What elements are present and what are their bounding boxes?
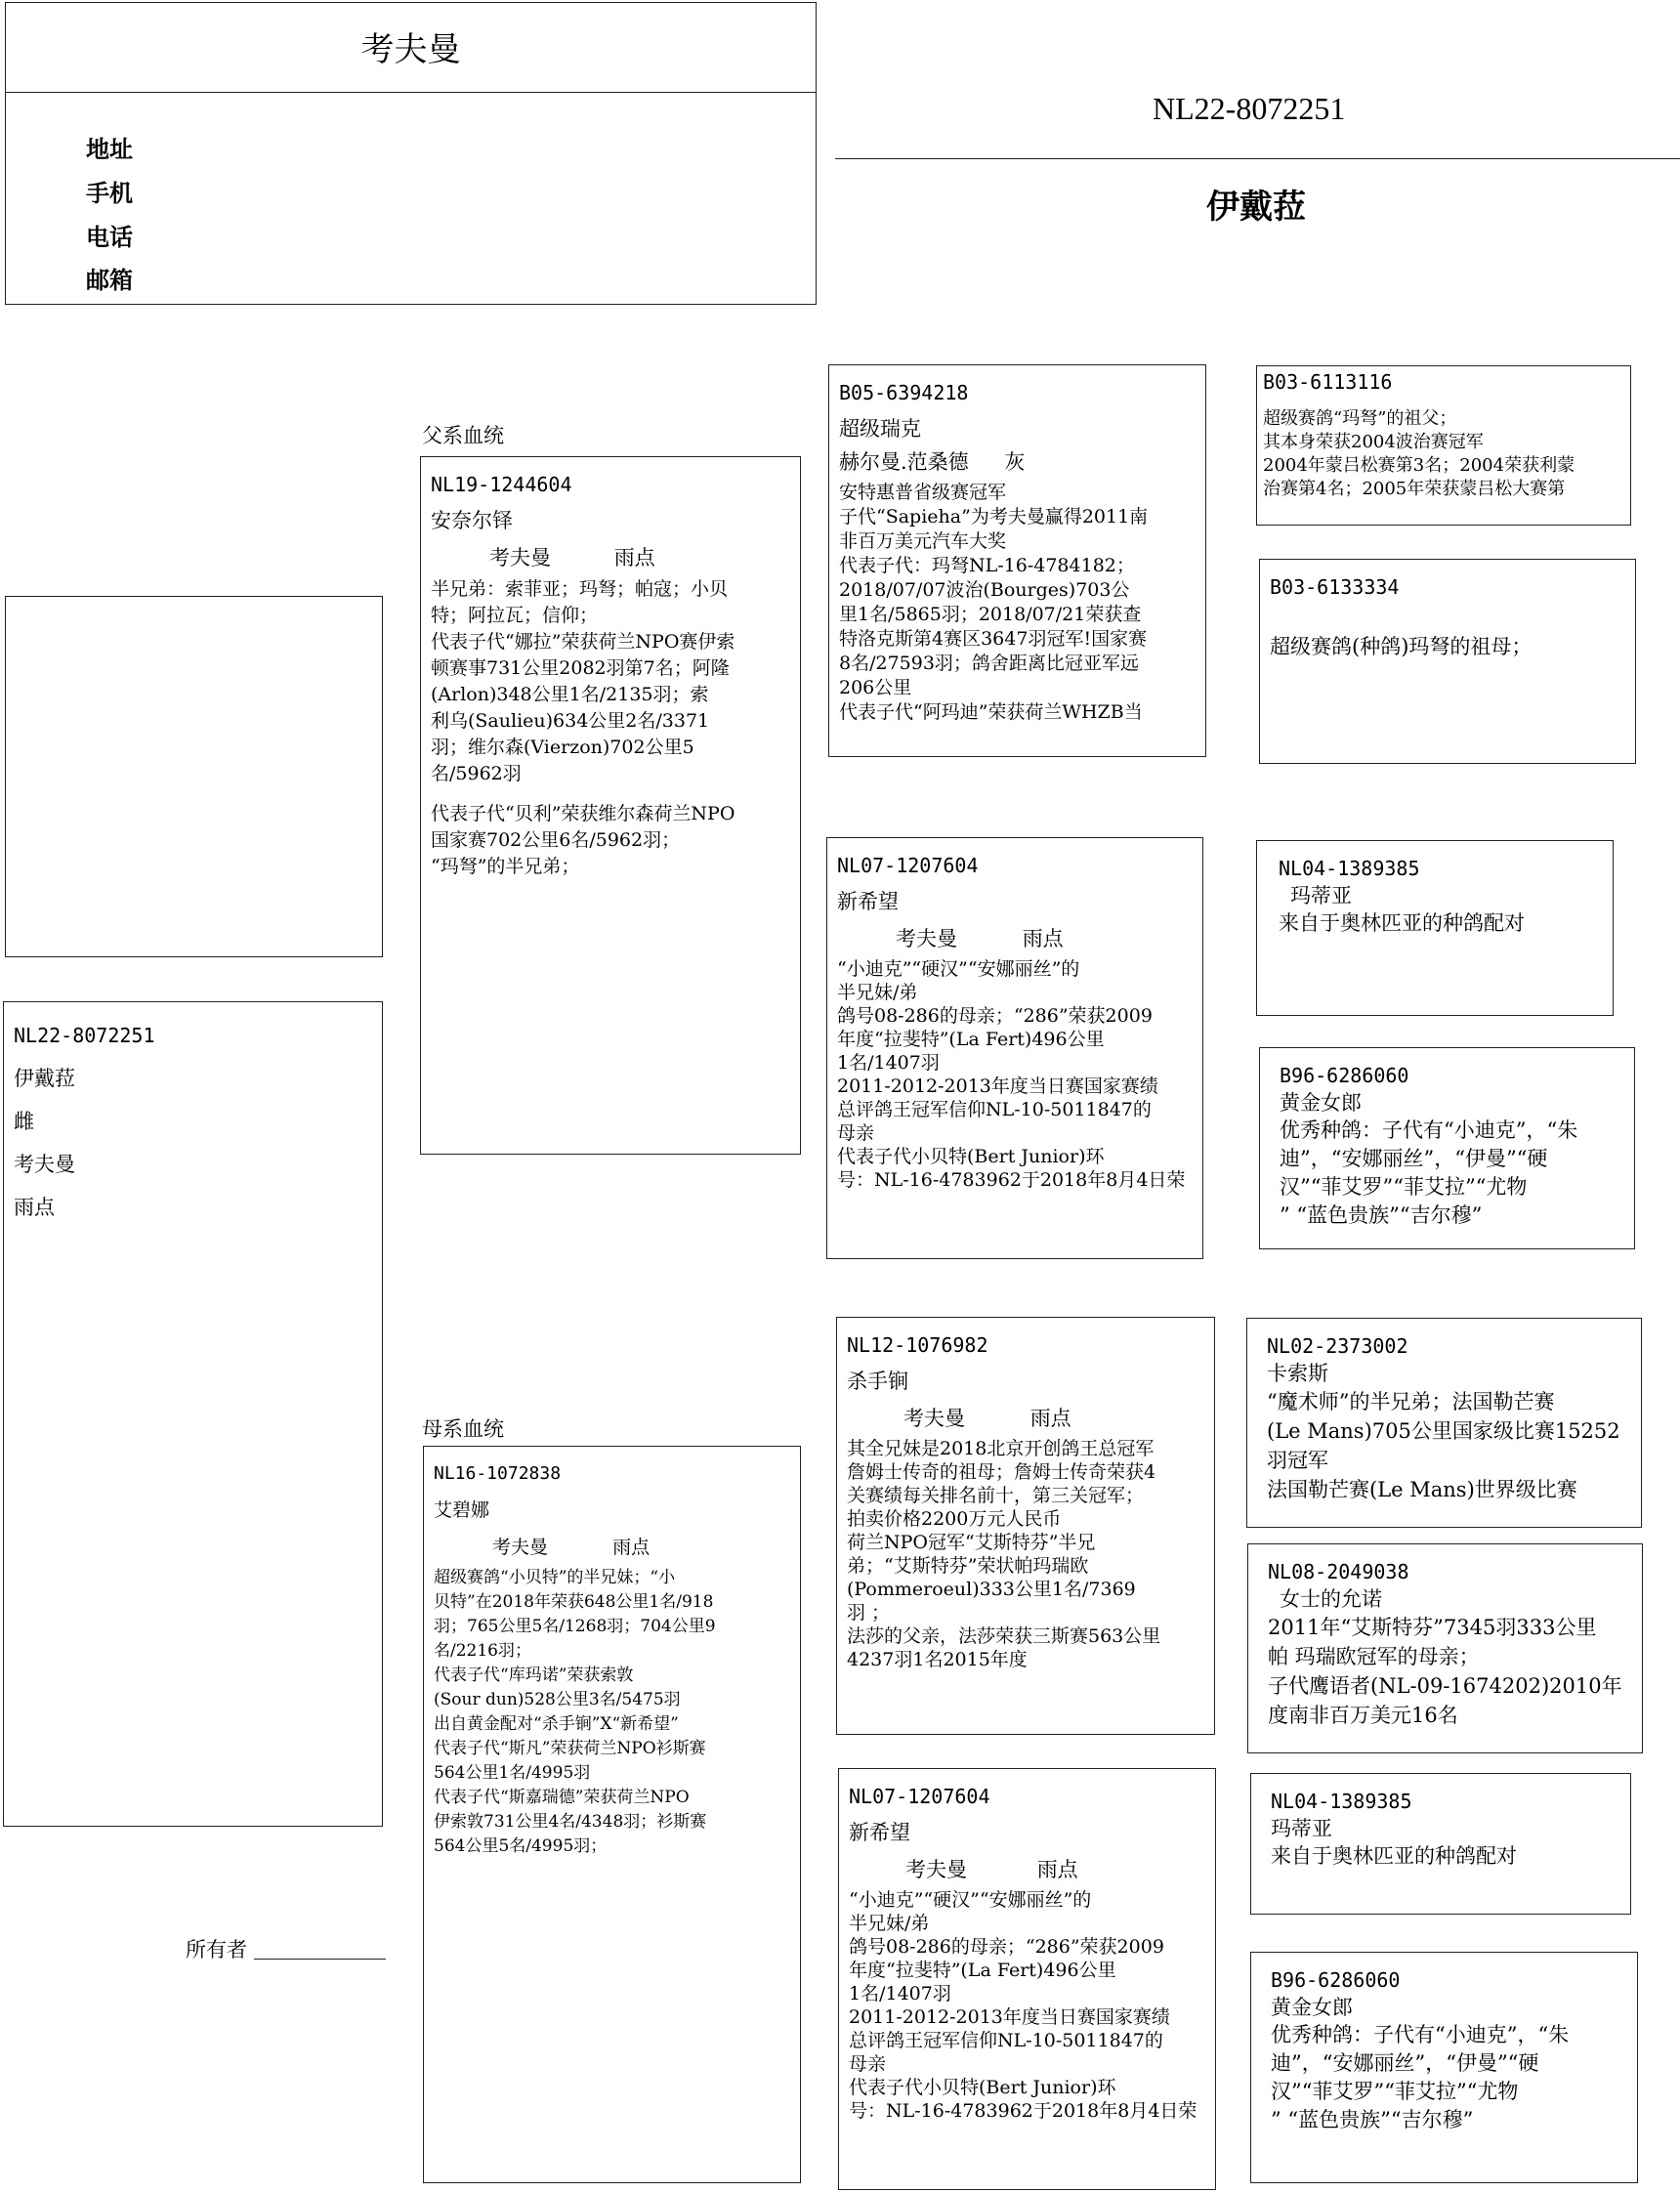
sire-breeder-row bbox=[431, 543, 790, 572]
contact-phone-label: 电话 bbox=[86, 223, 133, 251]
owner-signature-line bbox=[254, 1959, 386, 1960]
dam-sire-breeder-row bbox=[847, 1404, 1204, 1433]
contact-email-label: 邮箱 bbox=[86, 266, 133, 294]
sire-description-2: 代表子代“贝利”荣获维尔森荷兰NPO 国家赛702公里6名/5962羽； “玛弩”的半兄弟； bbox=[431, 803, 735, 877]
dss-box bbox=[1246, 1318, 1642, 1528]
header-divider bbox=[835, 158, 1680, 159]
dam-description: 超级赛鸽“小贝特”的半兄妹；“小 贝特”在2018年荣获648公里1名/918 羽；765公里5名/1268羽；704公里9 名/2216羽； 代表子代“库玛诺”荣获索敦 (Sour dun)528公里3名/5475羽 出自黄金配对“杀手锏”X“新希望” 代表子代“斯凡”荣获荷兰NPO衫斯赛 564公里1名/4995羽 代表子代“斯嘉瑞德”荣获荷兰NPO 伊索敦731公里4名/4348羽；衫斯赛 564公里5名/4995羽； bbox=[434, 1568, 716, 1856]
ssd-description: 超级赛鸽(种鸽)玛弩的祖母； bbox=[1270, 635, 1533, 658]
dam-sire-color: 雨点 bbox=[1029, 1407, 1071, 1430]
sire-color: 雨点 bbox=[613, 546, 655, 569]
sire-dam-name: 新希望 bbox=[837, 890, 899, 913]
ssd-box bbox=[1259, 559, 1636, 764]
header-ring-number: NL22-8072251 bbox=[1153, 91, 1346, 126]
sire-side-label: 父系血统 bbox=[422, 424, 504, 447]
dam-breeder: 考夫曼 bbox=[492, 1537, 549, 1558]
dss-description: “魔术师”的半兄弟；法国勒芒赛 (Le Mans)705公里国家级比赛15252 羽冠军 法国勒芒赛(Le Mans)世界级比赛 bbox=[1267, 1390, 1620, 1501]
owner-info-box bbox=[5, 2, 817, 305]
subject-name: 伊戴菈 bbox=[14, 1067, 75, 1090]
dam-dam-breeder-row bbox=[849, 1855, 1205, 1884]
photo-frame bbox=[5, 596, 383, 957]
sire-dam-breeder: 考夫曼 bbox=[896, 927, 957, 950]
dsd-name: 女士的允诺 bbox=[1280, 1587, 1382, 1611]
sire-sire-breeder-row bbox=[839, 447, 1196, 477]
dam-name: 艾碧娜 bbox=[434, 1499, 490, 1521]
sds-description: 来自于奥林匹亚的种鸽配对 bbox=[1279, 911, 1525, 935]
dam-dam-ring: NL07-1207604 bbox=[849, 1785, 990, 1808]
ssd-ring: B03-6133334 bbox=[1270, 575, 1400, 599]
sire-sire-ring: B05-6394218 bbox=[839, 381, 969, 404]
sire-description: 半兄弟：索菲亚；玛弩；帕寇；小贝 特；阿拉瓦；信仰； 代表子代“娜拉”荣获荷兰NPO赛伊索 顿赛事731公里2082羽第7名；阿隆 (Arlon)348公里1名/2135羽；索 利乌(Saulieu)634公里2名/3371 羽；维尔森(Vierzon)702公里5 名/5962羽 bbox=[431, 578, 735, 784]
ddd-name: 黄金女郎 bbox=[1271, 1996, 1353, 2019]
sdd-box bbox=[1259, 1047, 1635, 1249]
dsd-box bbox=[1247, 1543, 1643, 1753]
dam-color: 雨点 bbox=[612, 1537, 651, 1558]
dam-sire-name: 杀手锏 bbox=[847, 1370, 908, 1393]
dam-sire-ring: NL12-1076982 bbox=[847, 1333, 988, 1357]
owner-name: 考夫曼 bbox=[360, 30, 461, 69]
ddd-ring: B96-6286060 bbox=[1271, 1968, 1401, 1992]
dam-sire-box bbox=[836, 1317, 1215, 1735]
sdd-description: 优秀种鸽：子代有“小迪克”，“朱 迪”，“安娜丽丝”，“伊曼”“硬 汉”“菲艾罗”“菲艾拉”“尤物 ” “蓝色贵族”“吉尔穆” bbox=[1280, 1118, 1578, 1227]
sire-sire-color: 灰 bbox=[1004, 450, 1026, 474]
sire-dam-ring: NL07-1207604 bbox=[837, 854, 979, 877]
sire-sire-box bbox=[828, 364, 1206, 757]
sds-box bbox=[1256, 840, 1614, 1016]
sdd-ring: B96-6286060 bbox=[1280, 1064, 1409, 1087]
sire-sire-name: 超级瑞克 bbox=[839, 417, 921, 441]
sire-breeder: 考夫曼 bbox=[489, 546, 551, 569]
subject-box bbox=[3, 1001, 383, 1827]
dds-ring: NL04-1389385 bbox=[1271, 1790, 1412, 1813]
dam-ring: NL16-1072838 bbox=[434, 1463, 562, 1484]
dds-description: 来自于奥林匹亚的种鸽配对 bbox=[1271, 1844, 1517, 1868]
sire-dam-breeder-row bbox=[837, 924, 1193, 953]
dam-dam-description: “小迪克”“硬汉”“安娜丽丝”的 半兄妹/弟 鸽号08-286的母亲；“286”荣获2009 年度“拉斐特”(La Fert)496公里 1名/1407羽 2011-2012-2013年度当日赛国家赛绩 总评鸽王冠军信仰NL-10-5011847的 母亲 代表子代小贝特(Bert Junior)环 号：NL-16-4783962于2018年8月4日荣 bbox=[849, 1889, 1197, 2122]
dam-dam-color: 雨点 bbox=[1036, 1858, 1078, 1881]
sds-name: 玛蒂亚 bbox=[1290, 884, 1352, 907]
sss-description: 超级赛鸽“玛弩”的祖父； 其本身荣获2004波治赛冠军 2004年蒙吕松赛第3名；2004荣获利蒙 治赛第4名；2005年荣获蒙吕松大赛第 bbox=[1263, 408, 1575, 499]
dam-side-label: 母系血统 bbox=[422, 1417, 504, 1441]
sire-name: 安奈尔铎 bbox=[431, 509, 513, 532]
sire-dam-box bbox=[826, 837, 1203, 1259]
sire-ring: NL19-1244604 bbox=[431, 473, 572, 496]
sire-dam-color: 雨点 bbox=[1022, 927, 1064, 950]
contact-address-label: 地址 bbox=[86, 135, 133, 163]
sire-dam-description: “小迪克”“硬汉”“安娜丽丝”的 半兄妹/弟 鸽号08-286的母亲；“286”荣获2009 年度“拉斐特”(La Fert)496公里 1名/1407羽 2011-2012-2013年度当日赛国家赛绩 总评鸽王冠军信仰NL-10-5011847的 母亲 代表子代小贝特(Bert Junior)环 号：NL-16-4783962于2018年8月4日荣 bbox=[837, 958, 1186, 1191]
dam-dam-box bbox=[838, 1768, 1216, 2190]
ddd-description: 优秀种鸽：子代有“小迪克”，“朱 迪”，“安娜丽丝”，“伊曼”“硬 汉”“菲艾罗”“菲艾拉”“尤物 ” “蓝色贵族”“吉尔穆” bbox=[1271, 2023, 1570, 2131]
sire-box bbox=[420, 456, 801, 1155]
sds-ring: NL04-1389385 bbox=[1279, 857, 1420, 880]
dam-sire-description: 其全兄妹是2018北京开创鸽王总冠军 詹姆士传奇的祖母；詹姆士传奇荣获4 关赛绩每关排名前十，第三关冠军； 拍卖价格2200万元人民币 荷兰NPO冠军“艾斯特芬”半兄 弟；“艾斯特芬”荣状帕玛瑞欧 (Pommeroeul)333公里1名/7369 羽 ； 法莎的父亲，法莎荣获三斯赛563公里 4237羽1名2015年度 bbox=[847, 1438, 1161, 1670]
subject-color: 雨点 bbox=[14, 1196, 55, 1219]
ddd-box bbox=[1250, 1952, 1638, 2183]
dsd-ring: NL08-2049038 bbox=[1268, 1560, 1409, 1583]
dam-dam-breeder: 考夫曼 bbox=[905, 1858, 967, 1881]
sire-sire-breeder: 赫尔曼.范桑德 bbox=[839, 450, 969, 474]
dds-box bbox=[1250, 1773, 1631, 1915]
sdd-name: 黄金女郎 bbox=[1280, 1091, 1362, 1115]
dss-ring: NL02-2373002 bbox=[1267, 1334, 1408, 1358]
subject-ring: NL22-8072251 bbox=[14, 1024, 155, 1047]
dam-sire-breeder: 考夫曼 bbox=[903, 1407, 965, 1430]
owner-label: 所有者 bbox=[186, 1938, 247, 1961]
subject-breeder: 考夫曼 bbox=[14, 1153, 75, 1176]
sss-ring: B03-6113116 bbox=[1263, 370, 1393, 394]
dss-name: 卡索斯 bbox=[1267, 1362, 1328, 1385]
subject-sex: 雌 bbox=[14, 1110, 34, 1133]
dam-box bbox=[423, 1446, 801, 2183]
dds-name: 玛蒂亚 bbox=[1271, 1817, 1332, 1840]
dam-breeder-row bbox=[434, 1533, 790, 1562]
sire-sire-description: 安特惠普省级赛冠军 子代“Sapieha”为考夫曼赢得2011南 非百万美元汽车大奖 代表子代：玛弩NL-16-4784182； 2018/07/07波治(Bourges)703公 里1名/5865羽；2018/07/21荣获查 特洛克斯第4赛区3647羽冠军!国家赛 8名/27593羽；鸽舍距离比冠亚军远 206公里 代表子代“阿玛迪”荣获荷兰WHZB当 bbox=[839, 482, 1149, 723]
dam-dam-name: 新希望 bbox=[849, 1821, 910, 1844]
dsd-description: 2011年“艾斯特芬”7345羽333公里 帕 玛瑞欧冠军的母亲； 子代鹰语者(NL-09-1674202)2010年 度南非百万美元16名 bbox=[1268, 1616, 1622, 1727]
owner-divider bbox=[6, 92, 816, 93]
sss-box bbox=[1256, 365, 1631, 526]
contact-mobile-label: 手机 bbox=[86, 179, 133, 207]
header-pigeon-name: 伊戴菈 bbox=[1206, 188, 1306, 227]
